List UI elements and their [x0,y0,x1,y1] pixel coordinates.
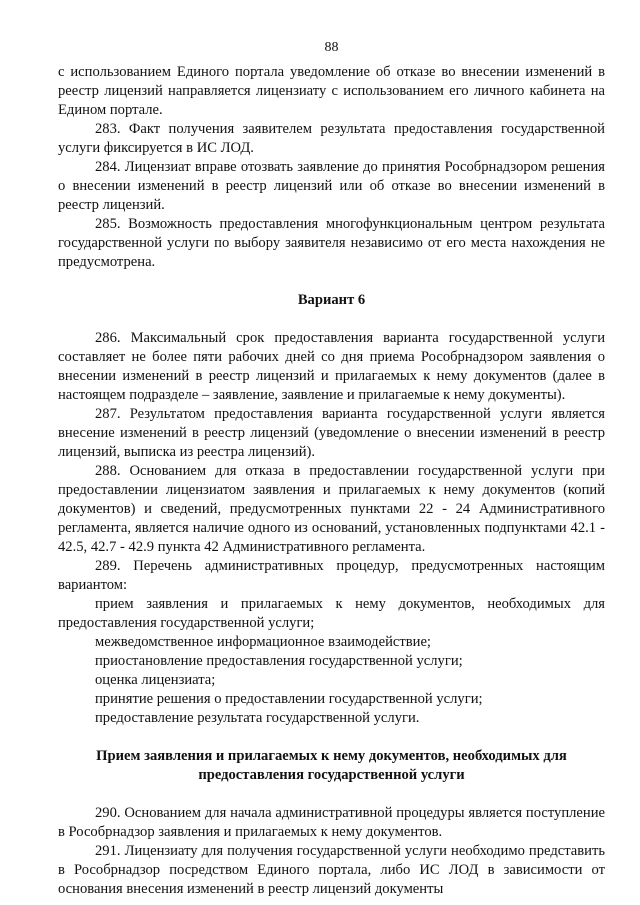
paragraph-284: 284. Лицензиат вправе отозвать заявление до принятия Рособрнадзором решения о внесении изменений в реестр лицензий или об отказе во внесении изменений в реестр лицензий. [58,159,605,213]
page-number: 88 [324,40,339,55]
procedure-item: межведомственное информационное взаимодействие; [95,634,431,650]
paragraph-291: 291. Лицензиату для получения государственной услуги необходимо представить в Рособрнадзор посредством Единого портала, либо ИС ЛОД в зависимости от основания внесения изменений в реестр лицензий документы [58,843,605,897]
procedure-item: предоставление результата государственной услуги. [95,710,420,726]
procedure-item: прием заявления и прилагаемых к нему документов, необходимых для предоставления государственной услуги; [58,596,605,631]
paragraph-285: 285. Возможность предоставления многофункциональным центром результата государственной услуги по выбору заявителя независимо от его места нахождения не предусмотрена. [58,216,605,270]
paragraph-283: 283. Факт получения заявителем результата предоставления государственной услуги фиксируется в ИС ЛОД. [58,121,605,156]
procedure-item: приостановление предоставления государственной услуги; [95,653,463,669]
paragraph-289: 289. Перечень административных процедур, предусмотренных настоящим вариантом: [58,558,605,593]
paragraph-286: 286. Максимальный срок предоставления варианта государственной услуги составляет не более пяти рабочих дней со дня приема Рособрнадзором заявления о внесении изменений в реестр лицензий и прилагаемых к нему документов (далее в настоящем подразделе – заявление, заявление и прилагаемые к нему документы). [58,330,605,403]
paragraph-287: 287. Результатом предоставления варианта государственной услуги является внесение изменений в реестр лицензий (уведомление о внесении изменений в реестр лицензий, выписка из реестра лицензий). [58,406,605,460]
paragraph-continuation: с использованием Единого портала уведомление об отказе во внесении изменений в реестр лицензий направляется лицензиату с использованием его личного кабинета на Едином портале. [58,64,605,118]
procedure-item: оценка лицензиата; [95,672,216,688]
paragraph-290: 290. Основанием для начала административной процедуры является поступление в Рособрнадзор заявления и прилагаемых к нему документов. [58,805,605,840]
section-heading: Прием заявления и прилагаемых к нему документов, необходимых для предоставления государственной услуги [96,748,567,783]
paragraph-288: 288. Основанием для отказа в предоставлении государственной услуги при предоставлении лицензиатом заявления и прилагаемых к нему документов (копий документов) и сведений, предусмотренных пунктами 22 - 24 Административного регламента, является наличие одного из оснований, установленных подпунктами 42.1 - 42.5, 42.7 - 42.9 пункта 42 Административного регламента. [58,463,605,555]
procedure-item: принятие решения о предоставлении государственной услуги; [95,691,483,707]
document-body [58,63,605,899]
variant-heading: Вариант 6 [297,292,366,308]
